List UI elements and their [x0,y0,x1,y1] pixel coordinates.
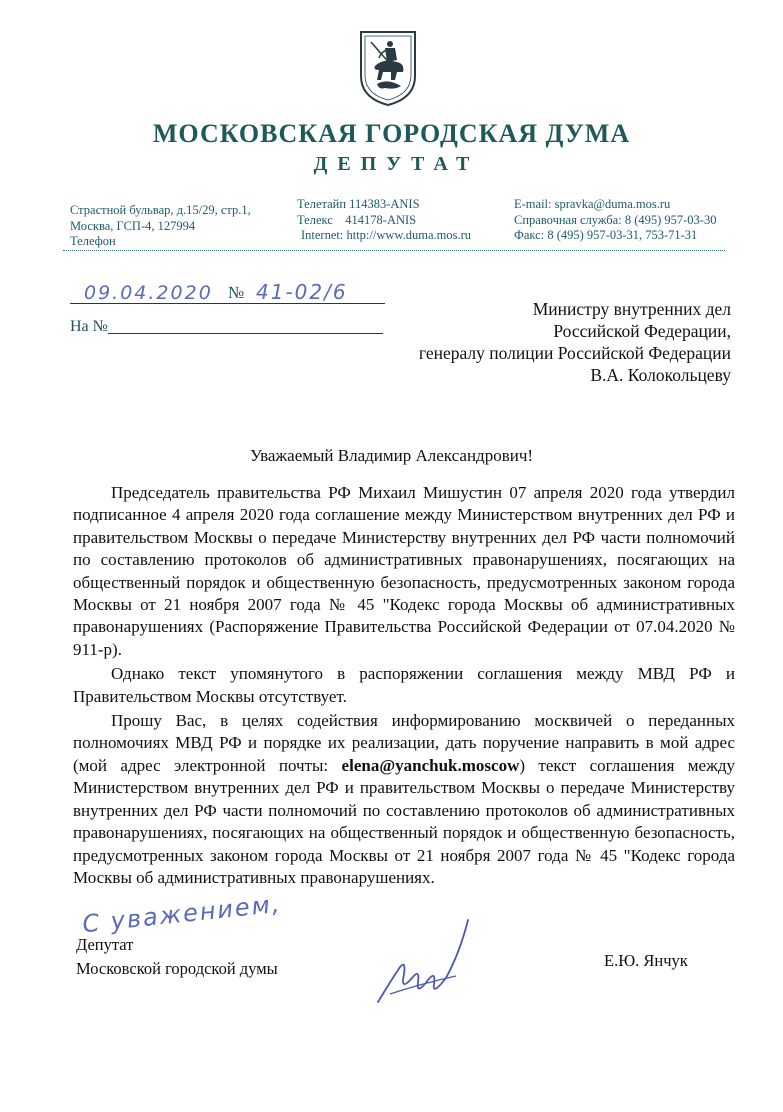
addressee-line-4: В.А. Колокольцеву [590,365,731,385]
address-line-1: Страстной бульвар, д.15/29, стр.1, [70,203,251,217]
signer-position [76,933,278,981]
telex: Телекс 414178-ANIS [297,212,417,227]
organization-subtitle: ДЕПУТАТ [313,153,480,175]
position-line-2: Московской городской думы [76,959,278,978]
organization-title: МОСКОВСКАЯ ГОРОДСКАЯ ДУМА [152,119,631,148]
help-service: Справочная служба: 8 (495) 957-03-30 [514,212,717,227]
reply-number-label: На № [70,318,108,335]
paragraph-3-start: Прошу Вас, в целях содействия информированию москвичей о переданных полномочиях МВД РФ и порядке их реализации, дать поручение направить в мой адрес (мой адрес электронной почты: [73,711,735,775]
position-line-1: Депутат [76,935,134,954]
contact-email-block [514,197,716,244]
paragraph-3-end: ) текст соглашения между Министерством внутренних дел РФ и правительством Москвы о передаче Министерству внутренних дел РФ части полномочий по составлению протоколов об административных правонарушениях, посягающих на общественный порядок и общественную безопасность, предусмотренных законом города Москвы от 21 ноября 2007 года № 45 "Кодекс города Москвы об административных правонарушениях. [73,755,735,887]
email-address-link[interactable]: elena@yanchuk.moscow [341,755,520,775]
letter-body [73,482,735,891]
address-line-2: Москва, ГСП-4, 127994 [70,218,196,233]
paragraph-2: Однако текст упомянутого в распоряжении соглашения между МВД РФ и Правительством Москвы отсутствует. [73,664,735,706]
signer-name: Е.Ю. Янчук [604,951,688,970]
salutation: Уважаемый Владимир Александрович! [249,446,534,465]
email-link[interactable]: E-mail: spravka@duma.mos.ru [514,197,671,211]
addressee-line-3: генералу полиции Российской Федерации [418,343,731,363]
registration-number: 41-02/6 [256,280,348,304]
reply-number-underline [108,333,383,334]
addressee-line-2: Российской Федерации, [553,321,731,341]
moscow-coat-of-arms-icon [357,28,419,108]
addressee-line-1: Министру внутренних дел [532,299,731,319]
handwritten-signature [370,912,490,1012]
phone-label: Телефон [70,234,116,248]
date-number-underline [70,303,385,304]
addressee-block [419,298,731,386]
contact-telecom-block [297,197,471,244]
paragraph-3 [73,710,735,889]
number-label: № [228,283,245,302]
header-divider [63,250,725,251]
contact-address-block [70,203,251,250]
teletype: Телетайп 114383-ANIS [297,197,420,211]
fax: Факс: 8 (495) 957-03-31, 753-71-31 [514,228,698,242]
paragraph-1: Председатель правительства РФ Михаил Мишустин 07 апреля 2020 года утвердил подписанное 4 апреля 2020 года соглашение между Министерством внутренних дел РФ и правительством Москвы о передаче Министерству внутренних дел РФ части полномочий по составлению протоколов об административных правонарушениях, посягающих на общественный порядок и общественную безопасность, предусмотренных законом города Москвы от 21 ноября 2007 года № 45 "Кодекс города Москвы об административных правонарушениях (Распоряжение Правительства Российской Федерации от 07.04.2020 № 911-р). [73,483,735,659]
handwritten-note: С уважением, [81,889,283,939]
internet-link[interactable]: Internet: http://www.duma.mos.ru [301,228,471,242]
registration-date: 09.04.2020 [84,282,213,304]
